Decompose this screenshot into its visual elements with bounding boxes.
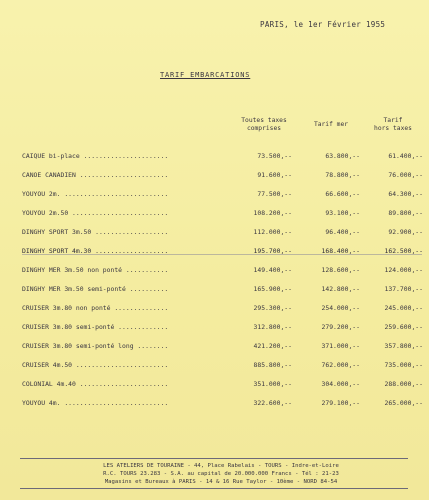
- row-name: CRUISER 3m.80 semi-ponté .............: [22, 323, 169, 331]
- row-name: COLONIAL 4m.40 .......................: [22, 380, 169, 388]
- row-ttc: 91.600,--: [257, 171, 292, 179]
- table-row: [0, 361, 429, 371]
- row-mer: 78.800,--: [325, 171, 360, 179]
- row-ttc: 322.600,--: [253, 399, 292, 407]
- row-ht: 357.800,--: [384, 342, 423, 350]
- row-name: CRUISER 3m.80 non ponté ..............: [22, 304, 169, 312]
- row-name: YOUYOU 2m. ...........................: [22, 190, 169, 198]
- footer-rule-bottom: [20, 488, 408, 489]
- row-ttc: 885.800,--: [253, 361, 292, 369]
- column-header-ttc: [226, 117, 302, 132]
- row-ht: 92.900,--: [388, 228, 423, 236]
- row-ht: 89.800,--: [388, 209, 423, 217]
- row-ht: 162.500,--: [384, 247, 423, 255]
- row-ttc: 351.000,--: [253, 380, 292, 388]
- row-mer: 142.800,--: [321, 285, 360, 293]
- row-name: CRUISER 4m.50 ........................: [22, 361, 169, 369]
- row-ht: 76.000,--: [388, 171, 423, 179]
- row-ttc: 149.400,--: [253, 266, 292, 274]
- row-ttc: 77.500,--: [257, 190, 292, 198]
- row-ttc: 295.300,--: [253, 304, 292, 312]
- column-header-ttc-line2: comprises: [246, 124, 282, 132]
- row-ttc: 108.200,--: [253, 209, 292, 217]
- row-ttc: 73.500,--: [257, 152, 292, 160]
- column-header-ht-line2: hors taxes: [374, 124, 412, 132]
- table-row: [0, 190, 429, 200]
- company-footer: [26, 462, 416, 487]
- column-header-mer: [298, 121, 364, 129]
- row-name: DINGHY MER 3m.50 non ponté ...........: [22, 266, 169, 274]
- row-mer: 279.200,--: [321, 323, 360, 331]
- row-name: CAIQUE bi-place ......................: [22, 152, 169, 160]
- footer-line-1: LES ATELIERS DE TOURAINE - 44, Place Rabelais - TOURS - Indre-et-Loire: [103, 463, 339, 469]
- row-mer: 63.800,--: [325, 152, 360, 160]
- row-name: DINGHY MER 3m.50 semi-ponté ..........: [22, 285, 169, 293]
- row-ttc: 312.800,--: [253, 323, 292, 331]
- table-row: [0, 171, 429, 181]
- row-ht: 124.000,--: [384, 266, 423, 274]
- footer-line-2: R.C. TOURS 23.283 - S.A. au capital de 20.000.000 Francs - Tél : 21-23: [103, 471, 339, 478]
- row-ht: 61.400,--: [388, 152, 423, 160]
- document-title: TARIF EMBARCATIONS: [160, 71, 251, 79]
- row-name: YOUYOU 2m.50 .........................: [22, 209, 169, 217]
- row-mer: 762.000,--: [321, 361, 360, 369]
- table-row: [0, 285, 429, 295]
- row-ht: 245.000,--: [384, 304, 423, 312]
- row-ht: 64.300,--: [388, 190, 423, 198]
- column-header-ht: [360, 117, 426, 132]
- table-row: [0, 304, 429, 314]
- column-header-ht-line1: Tarif: [383, 117, 403, 124]
- footer-rule-top: [20, 458, 408, 459]
- row-mer: 304.000,--: [321, 380, 360, 388]
- row-mer: 96.400,--: [325, 228, 360, 236]
- row-ht: 265.000,--: [384, 399, 423, 407]
- row-mer: 93.100,--: [325, 209, 360, 217]
- row-name: CANOE CANADIEN .......................: [22, 171, 169, 179]
- row-mer: 168.400,--: [321, 247, 360, 255]
- table-row: [0, 266, 429, 276]
- row-name: DINGHY SPORT 3m.50 ...................: [22, 228, 169, 236]
- table-row: [0, 323, 429, 333]
- row-name: CRUISER 3m.80 semi-ponté long ........: [22, 342, 169, 350]
- row-ttc: 165.900,--: [253, 285, 292, 293]
- row-ttc: 421.200,--: [253, 342, 292, 350]
- table-row: [0, 152, 429, 162]
- row-name: DINGHY SPORT 4m.30 ...................: [22, 247, 169, 255]
- table-row: [0, 399, 429, 409]
- table-row: [0, 380, 429, 390]
- table-row: [0, 247, 429, 257]
- row-ht: 137.700,--: [384, 285, 423, 293]
- column-header-ttc-line1: Toutes taxes: [241, 117, 287, 124]
- row-ttc: 195.700,--: [253, 247, 292, 255]
- row-mer: 66.600,--: [325, 190, 360, 198]
- table-row: [0, 228, 429, 238]
- table-row: [0, 342, 429, 352]
- row-ht: 735.000,--: [384, 361, 423, 369]
- column-header-mer-line1: Tarif mer: [313, 121, 349, 128]
- table-row: [0, 209, 429, 219]
- row-mer: 254.000,--: [321, 304, 360, 312]
- row-mer: 279.100,--: [321, 399, 360, 407]
- footer-line-3: Magasins et Bureaux à PARIS - 14 & 16 Rue Taylor - 10ème - NORD 84-54: [104, 479, 338, 486]
- row-name: YOUYOU 4m. ...........................: [22, 399, 169, 407]
- row-mer: 371.000,--: [321, 342, 360, 350]
- dateline: PARIS, le 1er Février 1955: [260, 20, 386, 29]
- row-mer: 128.600,--: [321, 266, 360, 274]
- row-ht: 259.600,--: [384, 323, 423, 331]
- row-ttc: 112.000,--: [253, 228, 292, 236]
- row-ht: 288.000,--: [384, 380, 423, 388]
